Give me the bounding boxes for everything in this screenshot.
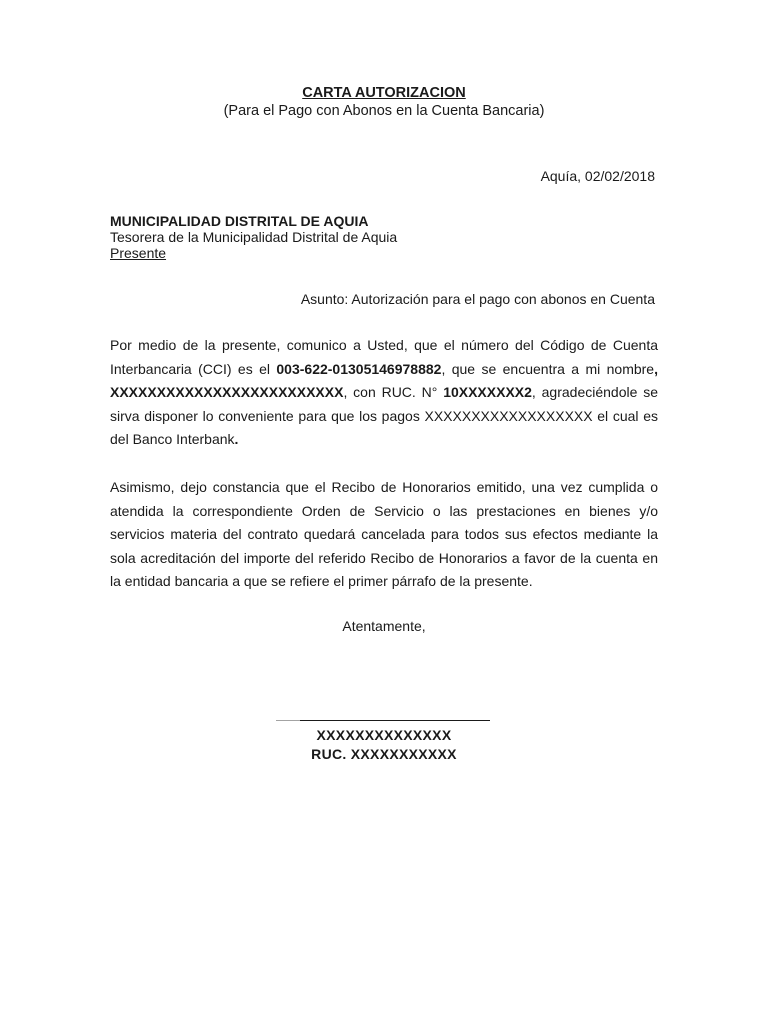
letter-title: CARTA AUTORIZACION bbox=[302, 85, 466, 101]
p1-text-3: , con RUC. N° bbox=[343, 384, 444, 400]
recipient-present: Presente bbox=[110, 245, 167, 261]
letter-subject: Asunto: Autorización para el pago con abonos en Cuenta bbox=[300, 291, 655, 307]
ruc-number: 10XXXXXXX2 bbox=[443, 384, 532, 400]
signature-ruc: RUC. XXXXXXXXXXX bbox=[311, 746, 457, 762]
recipient-block bbox=[110, 213, 397, 261]
letter-closing: Atentamente, bbox=[342, 618, 426, 634]
p1-comma: , bbox=[654, 360, 658, 377]
signature-line bbox=[276, 720, 490, 721]
p1-text-4: , agradeciéndole se sirva disponer lo conveniente para que los pagos XXXXXXXXXXXXXXXXXX el cual es del Banco Interbank bbox=[110, 384, 659, 447]
paragraph-receipt-statement: Asimismo, dejo constancia que el Recibo de Honorarios emitido, una vez cumplida o atendida la correspondiente Orden de Servicio o las prestaciones en bienes y/o servicios materia del contrato quedará cancelada para todos sus efectos mediante la sola acreditación del importe del referido Recibo de Honorarios a favor de la cuenta en la entidad bancaria a que se refiere el primer párrafo de la presente. bbox=[110, 479, 658, 589]
recipient-organization: MUNICIPALIDAD DISTRITAL DE AQUIA bbox=[110, 213, 369, 229]
letter-subtitle: (Para el Pago con Abonos en la Cuenta Bancaria) bbox=[223, 103, 545, 119]
letter-date: Aquía, 02/02/2018 bbox=[540, 168, 655, 184]
account-holder-name: XXXXXXXXXXXXXXXXXXXXXXXXX bbox=[110, 384, 344, 400]
signature-name: XXXXXXXXXXXXXX bbox=[316, 727, 452, 743]
paragraph-account-details bbox=[110, 334, 658, 452]
cci-number: 003-622-01305146978882 bbox=[276, 360, 442, 377]
recipient-position: Tesorera de la Municipalidad Distrital de Aquia bbox=[110, 229, 398, 245]
p1-text-2: , que se encuentra a mi nombre bbox=[441, 360, 655, 377]
p1-period: . bbox=[234, 431, 239, 447]
p1-text-1: Por medio de la presente, comunico a Usted, que el número del Código de Cuenta Interbancaria (CCI) es el bbox=[110, 337, 658, 377]
